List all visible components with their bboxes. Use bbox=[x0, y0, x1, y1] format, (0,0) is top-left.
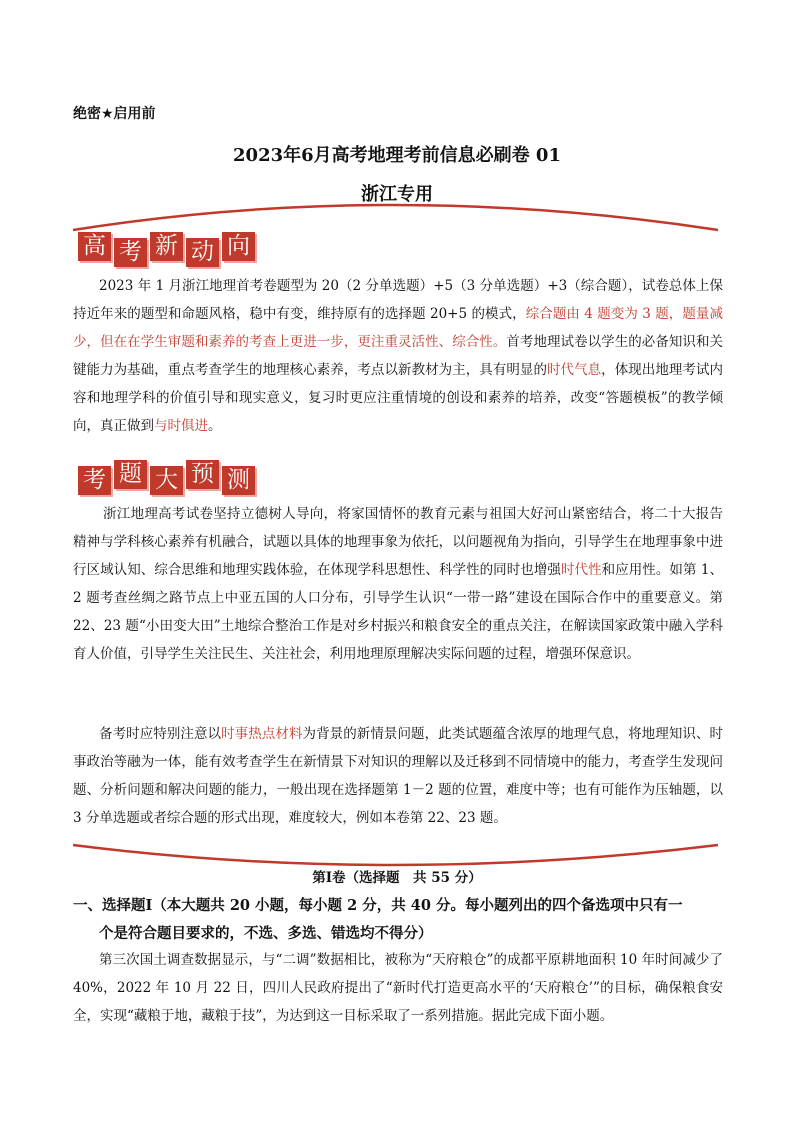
badge-char: 新 bbox=[150, 232, 183, 261]
badge-char: 题 bbox=[114, 460, 147, 489]
section-title: 第Ⅰ卷（选择题 共 55 分） bbox=[312, 870, 482, 886]
paragraph-preparation bbox=[73, 720, 723, 832]
text: 2023 年 1 月浙江地理首考卷题型为 20（2 分单选题）+5（3 分单选题）+3（综合题），试卷总体上保持近年来的题型和命题风格，稳中有变，维持原有的选择题 20+5 的模式， bbox=[73, 278, 723, 322]
text: 。 bbox=[208, 418, 222, 434]
highlight: 时代性 bbox=[560, 562, 602, 578]
badge-char: 考 bbox=[114, 238, 147, 267]
badge-char: 考 bbox=[78, 466, 111, 495]
badge-prediction bbox=[78, 460, 255, 495]
text: 备考时应特别注意以 bbox=[99, 726, 222, 742]
text: 为背景的新情景问题，此类试题蕴含浓厚的地理气息，将地理知识、时事政治等融为一体，能有效考查学生在新情景下对知识的理解以及迁移到不同情境中的能力，考查学生发现问题、分析问题和解决问题的能力，一般出现在选择题第 1－2 题的位置，难度中等；也有可能作为压轴题，以 3 分单选题或者综合题的形式出现，难度较大，例如本卷第 22、23 题。 bbox=[73, 726, 724, 826]
text: ，体现出地理考试内容和地理学科的价值引导和现实意义，复习时更应注重情境的创设和素养的培养，改变“答题模板”的教学倾向，真正做到 bbox=[73, 362, 724, 434]
paragraph-new-trend bbox=[73, 272, 723, 440]
highlight: 时代气息 bbox=[547, 362, 602, 378]
badge-char: 动 bbox=[186, 238, 219, 267]
text: 浙江地理高考试卷坚持立德树人导向，将家国情怀的教育元素与祖国大好河山紧密结合，将二十大报告精神与学科核心素养有机融合，试题以具体的地理事象为依托，以问题视角为指向，引导学生在地理事象中进行区域认知、综合思维和地理实践体验，在体现学科思想性、科学性的同时也增强 bbox=[73, 506, 723, 578]
badge-char: 向 bbox=[222, 232, 255, 261]
text: 首考地理试卷以学生的必备知识和关键能力为基础，重点考查学生的地理核心素养，考点以新教材为主，具有明显的 bbox=[73, 334, 724, 378]
badge-char: 预 bbox=[186, 460, 219, 489]
highlight: 时事热点材料 bbox=[221, 726, 303, 742]
confidential-mark: 绝密★启用前 bbox=[73, 106, 156, 122]
question-section-heading bbox=[73, 892, 723, 948]
paragraph-prediction bbox=[73, 500, 723, 668]
badge-char: 大 bbox=[150, 466, 183, 495]
badge-new-trend bbox=[78, 232, 255, 267]
page-subtitle: 浙江专用 bbox=[361, 184, 433, 205]
highlight: 与时俱进 bbox=[154, 418, 208, 434]
heading-line: 个是符合题目要求的，不选、多选、错选均不得分） bbox=[99, 925, 433, 942]
highlight: 综合题由 4 题变为 3 题，题量减少，但在在学生审题和素养的考查上更进一步，更注重灵活性、综合性。 bbox=[73, 306, 723, 350]
heading-line: 一、选择题Ⅰ（本大题共 20 小题，每小题 2 分，共 40 分。每小题列出的四个备选项中只有一 bbox=[73, 897, 683, 914]
badge-char: 高 bbox=[78, 232, 111, 261]
text: 和应用性。如第 1、2 题考查丝绸之路节点上中亚五国的人口分布，引导学生认识“一带一路”建设在国际合作中的重要意义。第 22、23 题“小田变大田”土地综合整治工作是对乡村振兴和粮食安全的重点关注，在解读国家政策中融入学科育人价值，引导学生关注民生、关注社会，利用地理原理解决实际问题的过程，增强环保意识。 bbox=[73, 562, 724, 662]
badge-char: 测 bbox=[222, 466, 255, 495]
page-title: 2023年6月高考地理考前信息必刷卷 01 bbox=[233, 145, 561, 166]
question-material: 第三次国土调查数据显示，与“二调”数据相比，被称为“天府粮仓”的成都平原耕地面积 10 年时间减少了 40%，2022 年 10 月 22 日，四川人民政府提出了“新时代打造更高水平的‘天府粮仓’”的目标，确保粮食安全，实现“藏粮于地，藏粮于技”，为达到这一目标采取了一系列措施。据此完成下面小题。 bbox=[73, 952, 723, 1024]
